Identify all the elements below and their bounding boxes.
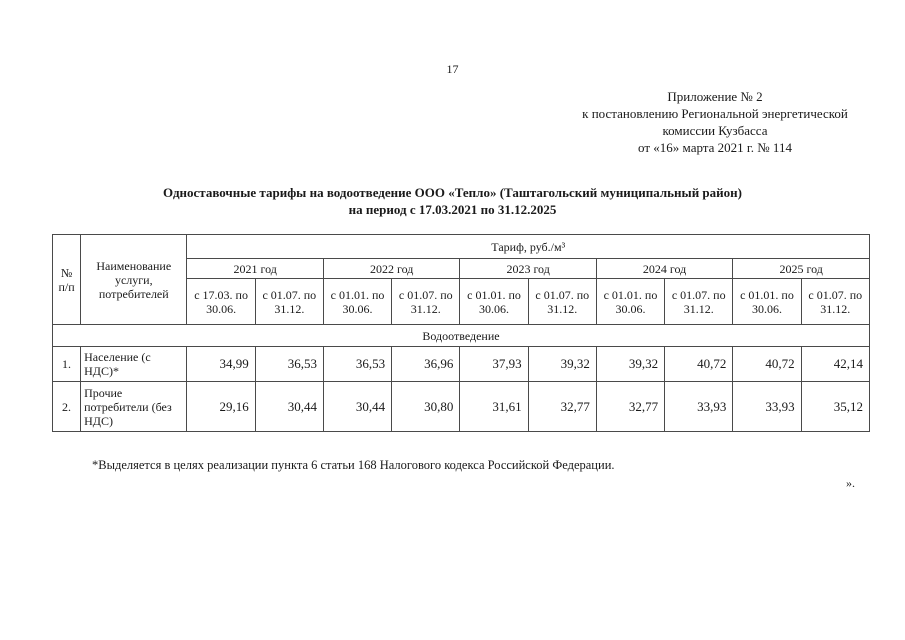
appendix-line-3: комиссии Кузбасса xyxy=(662,123,768,138)
tariff-value: 40,72 xyxy=(733,347,801,382)
header-year: 2024 год xyxy=(596,259,732,279)
header-period: с 01.07. по 31.12. xyxy=(801,279,869,325)
header-period: с 17.03. по 30.06. xyxy=(187,279,255,325)
tariff-value: 30,44 xyxy=(323,382,391,432)
document-title xyxy=(0,184,905,218)
tariff-value: 34,99 xyxy=(187,347,255,382)
appendix-line-2: к постановлению Региональной энергетической xyxy=(582,106,848,121)
tariff-value: 32,77 xyxy=(596,382,664,432)
tariff-value: 39,32 xyxy=(596,347,664,382)
header-period: с 01.07. по 31.12. xyxy=(392,279,460,325)
header-year: 2023 год xyxy=(460,259,596,279)
footnote: *Выделяется в целях реализации пункта 6 статьи 168 Налогового кодекса Российской Федерации. xyxy=(92,458,615,472)
row-service-name: Прочие потребители (без НДС) xyxy=(81,382,187,432)
title-line-2: на период с 17.03.2021 по 31.12.2025 xyxy=(348,202,557,217)
tariff-value: 36,96 xyxy=(392,347,460,382)
header-period: с 01.01. по 30.06. xyxy=(323,279,391,325)
header-year: 2021 год xyxy=(187,259,323,279)
table-row xyxy=(53,382,870,432)
appendix-header xyxy=(555,88,875,156)
header-number: № п/п xyxy=(53,235,81,325)
row-service-name: Население (с НДС)* xyxy=(81,347,187,382)
appendix-line-1: Приложение № 2 xyxy=(667,89,763,104)
header-period: с 01.07. по 31.12. xyxy=(255,279,323,325)
row-number: 1. xyxy=(53,347,81,382)
row-number: 2. xyxy=(53,382,81,432)
tariff-value: 32,77 xyxy=(528,382,596,432)
header-period: с 01.07. по 31.12. xyxy=(528,279,596,325)
header-tariff: Тариф, руб./м³ xyxy=(187,235,870,259)
tariff-value: 35,12 xyxy=(801,382,869,432)
tariff-table xyxy=(52,234,870,432)
header-period: с 01.07. по 31.12. xyxy=(665,279,733,325)
tariff-value: 42,14 xyxy=(801,347,869,382)
tariff-value: 30,44 xyxy=(255,382,323,432)
header-period: с 01.01. по 30.06. xyxy=(733,279,801,325)
closing-quote: ». xyxy=(846,476,855,490)
page-number: 17 xyxy=(446,62,459,76)
tariff-value: 36,53 xyxy=(255,347,323,382)
tariff-value: 30,80 xyxy=(392,382,460,432)
tariff-value: 33,93 xyxy=(733,382,801,432)
tariff-value: 36,53 xyxy=(323,347,391,382)
tariff-value: 31,61 xyxy=(460,382,528,432)
tariff-value: 37,93 xyxy=(460,347,528,382)
tariff-value: 40,72 xyxy=(665,347,733,382)
header-year: 2025 год xyxy=(733,259,870,279)
header-year: 2022 год xyxy=(323,259,459,279)
header-service-name: Наименование услуги, потребителей xyxy=(81,235,187,325)
header-period: с 01.01. по 30.06. xyxy=(596,279,664,325)
appendix-line-4: от «16» марта 2021 г. № 114 xyxy=(638,140,792,155)
tariff-value: 33,93 xyxy=(665,382,733,432)
section-heading: Водоотведение xyxy=(53,325,870,347)
tariff-value: 39,32 xyxy=(528,347,596,382)
title-line-1: Одноставочные тарифы на водоотведение ООО «Тепло» (Таштагольский муниципальный район) xyxy=(163,185,742,200)
tariff-value: 29,16 xyxy=(187,382,255,432)
header-period: с 01.01. по 30.06. xyxy=(460,279,528,325)
table-row xyxy=(53,347,870,382)
